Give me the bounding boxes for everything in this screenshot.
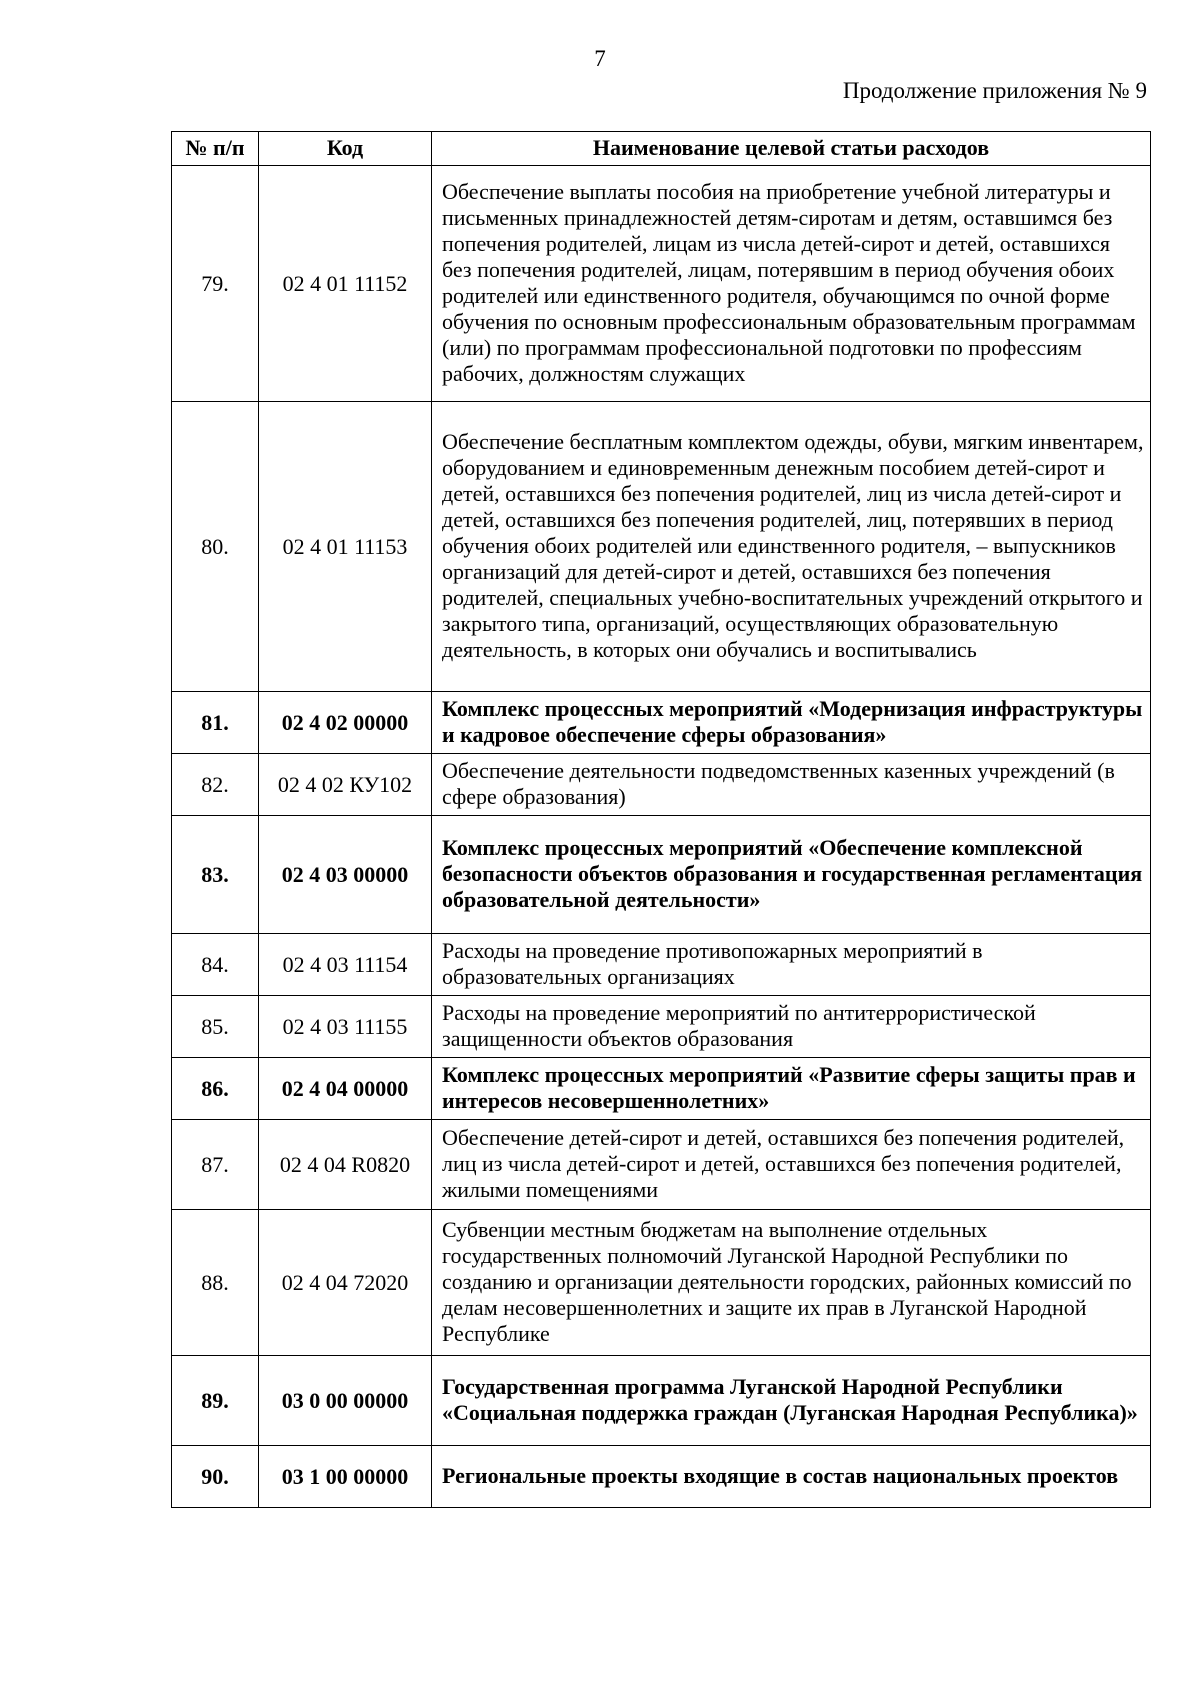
row-name: Субвенции местным бюджетам на выполнение отдельных государственных полномочий Луганской Народной Республики по созданию и организации деятельности городских, районных комиссий по делам несовершеннолетних и защите их прав в Луганской Народной Республике <box>432 1210 1151 1356</box>
table-row <box>172 1356 1151 1446</box>
row-code: 02 4 02 КУ102 <box>259 754 432 816</box>
row-code: 03 0 00 00000 <box>259 1356 432 1446</box>
row-name: Расходы на проведение противопожарных мероприятий в образовательных организациях <box>432 934 1151 996</box>
row-number: 81. <box>172 692 259 754</box>
row-name: Государственная программа Луганской Народной Республики «Социальная поддержка граждан (Луганская Народная Республика)» <box>432 1356 1151 1446</box>
row-number: 88. <box>172 1210 259 1356</box>
row-name: Обеспечение бесплатным комплектом одежды, обуви, мягким инвентарем, оборудованием и единовременным денежным пособием детей-сирот и детей, оставшихся без попечения родителей, лиц из числа детей-сирот и детей, оставшихся без попечения родителей, лиц, потерявших в период обучения обоих родителей или единственного родителя, – выпускников организаций для детей-сирот и детей, оставшихся без попечения родителей, специальных учебно-воспитательных учреждений открытого и закрытого типа, организаций, осуществляющих образовательную деятельность, в которых они обучались и воспитывались <box>432 402 1151 692</box>
row-number: 84. <box>172 934 259 996</box>
row-code: 02 4 04 R0820 <box>259 1120 432 1210</box>
row-number: 89. <box>172 1356 259 1446</box>
table-row <box>172 692 1151 754</box>
table-row <box>172 1210 1151 1356</box>
row-number: 82. <box>172 754 259 816</box>
row-number: 87. <box>172 1120 259 1210</box>
header-name: Наименование целевой статьи расходов <box>432 132 1151 166</box>
row-number: 83. <box>172 816 259 934</box>
row-name: Обеспечение детей-сирот и детей, оставшихся без попечения родителей, лиц из числа детей-сирот и детей, оставшихся без попечения родителей, жилыми помещениями <box>432 1120 1151 1210</box>
table-row <box>172 754 1151 816</box>
row-name: Расходы на проведение мероприятий по антитеррористической защищенности объектов образования <box>432 996 1151 1058</box>
row-code: 02 4 03 00000 <box>259 816 432 934</box>
row-number: 86. <box>172 1058 259 1120</box>
row-name: Обеспечение деятельности подведомственных казенных учреждений (в сфере образования) <box>432 754 1151 816</box>
expense-items-table <box>171 131 1151 1508</box>
page-number: 7 <box>594 46 606 71</box>
row-code: 02 4 04 72020 <box>259 1210 432 1356</box>
table-header-row <box>172 132 1151 166</box>
table-row <box>172 816 1151 934</box>
row-name: Комплекс процессных мероприятий «Модернизация инфраструктуры и кадровое обеспечение сферы образования» <box>432 692 1151 754</box>
row-number: 90. <box>172 1446 259 1508</box>
table-row <box>172 1058 1151 1120</box>
row-code: 02 4 03 11155 <box>259 996 432 1058</box>
row-code: 03 1 00 00000 <box>259 1446 432 1508</box>
table-row <box>172 166 1151 402</box>
table-row <box>172 1446 1151 1508</box>
row-number: 85. <box>172 996 259 1058</box>
row-code: 02 4 01 11153 <box>259 402 432 692</box>
row-code: 02 4 02 00000 <box>259 692 432 754</box>
row-name: Обеспечение выплаты пособия на приобретение учебной литературы и письменных принадлежностей детям-сиротам и детям, оставшимся без попечения родителей, лицам из числа детей-сирот и детей, оставшихся без попечения родителей, лицам, потерявшим в период обучения обоих родителей или единственного родителя, обучающимся по очной форме обучения по основным профессиональным образовательным программам (или) по программам профессиональной подготовки по профессиям рабочих, должностям служащих <box>432 166 1151 402</box>
header-code: Код <box>259 132 432 166</box>
row-number: 79. <box>172 166 259 402</box>
row-code: 02 4 04 00000 <box>259 1058 432 1120</box>
row-name: Комплекс процессных мероприятий «Развитие сферы защиты прав и интересов несовершеннолетних» <box>432 1058 1151 1120</box>
row-code: 02 4 03 11154 <box>259 934 432 996</box>
appendix-continuation-label: Продолжение приложения № 9 <box>842 78 1147 103</box>
table-row <box>172 402 1151 692</box>
row-name: Региональные проекты входящие в состав национальных проектов <box>432 1446 1151 1508</box>
header-number: № п/п <box>172 132 259 166</box>
row-code: 02 4 01 11152 <box>259 166 432 402</box>
row-name: Комплекс процессных мероприятий «Обеспечение комплексной безопасности объектов образования и государственная регламентация образовательной деятельности» <box>432 816 1151 934</box>
table-row <box>172 1120 1151 1210</box>
table-row <box>172 934 1151 996</box>
row-number: 80. <box>172 402 259 692</box>
table-row <box>172 996 1151 1058</box>
